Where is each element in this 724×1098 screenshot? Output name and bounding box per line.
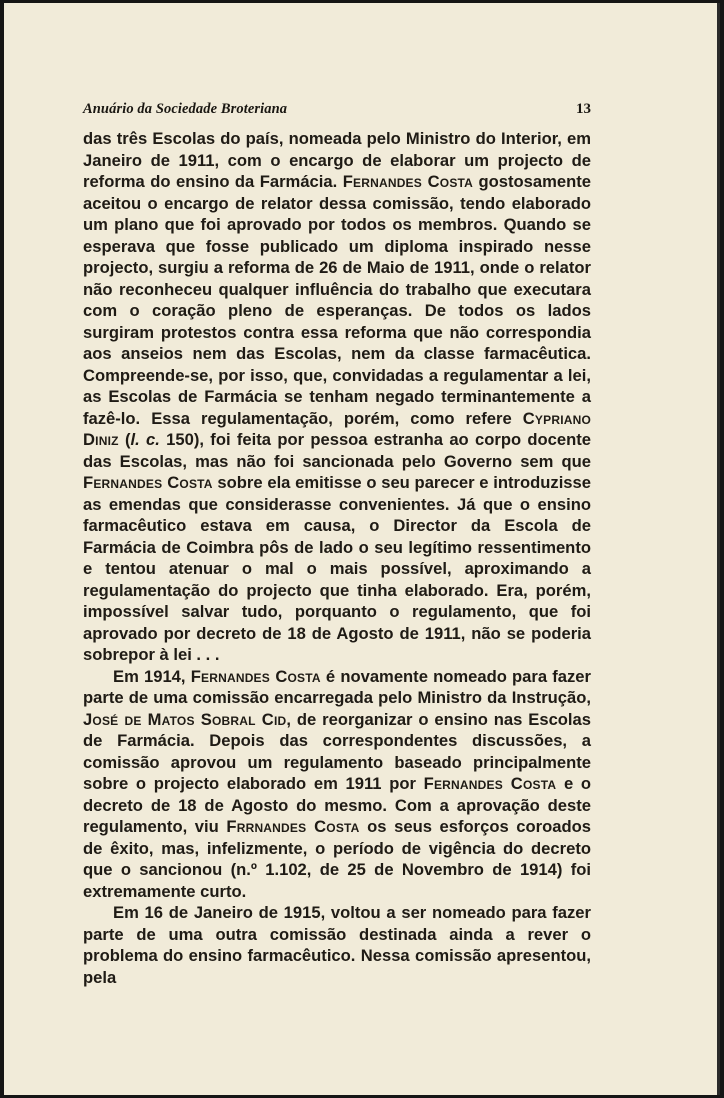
citation-abbrev: l. c. <box>130 430 160 449</box>
text-run: , de reorganizar o ensino nas Escolas de Farmácia. Depois das correspondentes discussões, a comissão aprovou um regulamento baseado principalmente sobre o projecto elaborado em 1911 por <box>83 709 591 793</box>
text-run: sobre ela emitisse o seu parecer e introduzisse as emendas que considerasse convenientes. Já que o ensino farmacêutico estava em causa, o Director da Escola de Farmácia de Coimbra pôs de lado o seu legítimo ressentimento e tentou atenuar o mal o mais possível, aproximando a regulamentação do projecto que tinha elaborado. Era, porém, impossível salvar tudo, porquanto o regulamento, que foi aprovado por decreto de 18 de Agosto de 1911, não se poderia sobrepor à lei . . . <box>83 473 591 664</box>
person-name: Frrnandes Costa <box>226 817 360 836</box>
text-run: Em 1914, <box>113 666 191 686</box>
page-number: 13 <box>576 101 591 117</box>
text-run: gostosamente aceitou o encargo de relator dessa comissão, tendo elaborado um plano que foi aprovado por todos os membros. Quando se esperava que fosse publicado um diploma inspirado nesse projecto, surgiu a reforma de 26 de Maio de 1911, onde o relator não reconheceu qualquer influência do trabalho que executara com o coração pleno de esperanças. De todos os lados surgiram protestos contra essa reforma que não correspondia aos anseios nem das Escolas, nem da classe farmacêutica. Compreende-se, por isso, que, convidadas a regulamentar a lei, as Escolas de Farmácia se tenham negado terminantemente a fazê-lo. Essa regulamentação, porém, como refere <box>83 172 592 428</box>
person-name: Fernandes Costa <box>342 172 474 191</box>
paragraph <box>83 128 591 666</box>
paragraph <box>83 666 591 903</box>
person-name: José de Matos Sobral Cid <box>83 709 287 729</box>
person-name: Fernandes Costa <box>83 473 213 492</box>
text-run: das três Escolas do país, nomeada pelo Ministro do Interior, em Janeiro de 1911, com o encargo de elaborar um projecto de reforma do ensino da Farmácia. <box>83 129 591 191</box>
text-run: os seus esforços coroados de êxito, mas, infelizmente, o período de vigência do decreto que o sancionou (n.º 1.102, de 25 de Novembro de 1914) foi extremamente curto. <box>83 817 591 901</box>
person-name: Fernandes Costa <box>190 666 321 686</box>
text-run: 150), foi feita por pessoa estranha ao corpo docente das Escolas, mas não foi sancionada pelo Governo sem que <box>83 430 592 471</box>
person-name: Fernandes Costa <box>423 774 557 793</box>
person-name: Cypriano Diniz <box>83 408 591 449</box>
text-run: é novamente nomeado para fazer parte de uma comissão encarregada pelo Ministro da Instrução, <box>83 666 591 707</box>
paragraph <box>83 902 591 988</box>
page-header <box>83 101 591 121</box>
text-run: ( <box>118 430 131 449</box>
book-page <box>4 3 720 1095</box>
text-run: Em 16 de Janeiro de 1915, voltou a ser nomeado para fazer parte de uma outra comissão destinada ainda a rever o problema do ensino farmacêutico. Nessa comissão apresentou, pela <box>83 903 591 987</box>
body-text <box>83 128 591 988</box>
text-run: e o decreto de 18 de Agosto do mesmo. Com a aprovação deste regulamento, viu <box>83 774 591 836</box>
running-title: Anuário da Sociedade Broteriana <box>83 101 288 117</box>
